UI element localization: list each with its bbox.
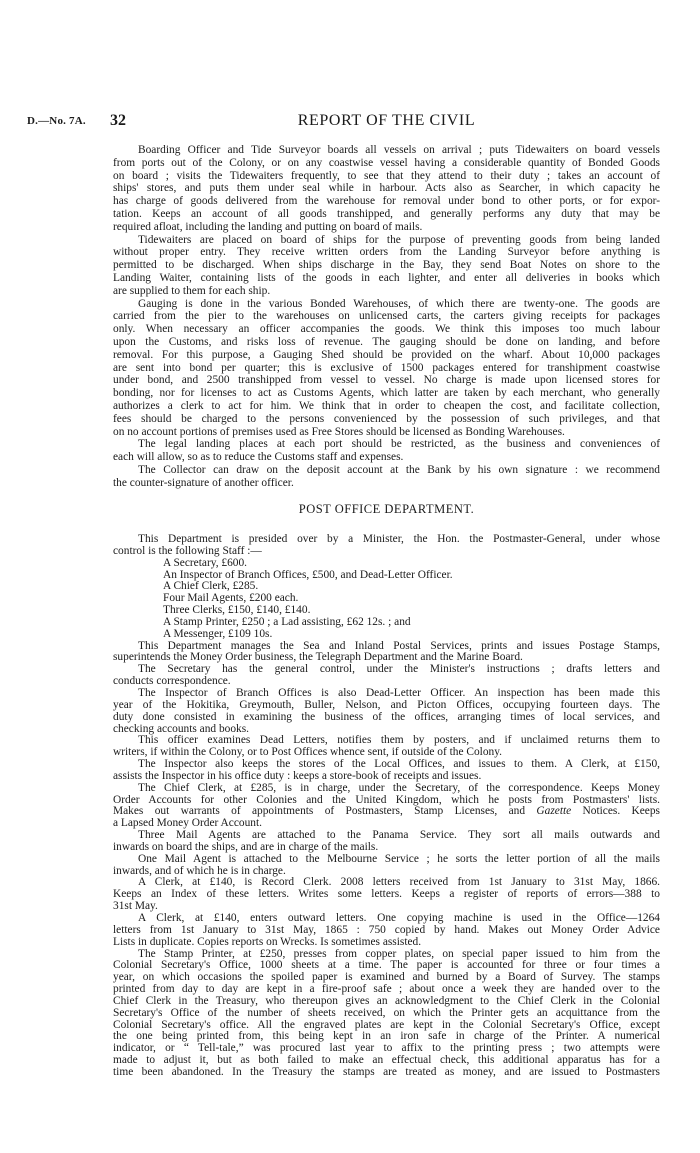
customs-section [113,144,660,490]
text-line: without proper entry. They receive written orders from the Landing Surveyor before anything is [113,246,660,259]
text-line: on board ; visits the Tidewaiters frequently, to see that they attend to their duty ; takes an account of [113,169,660,182]
paragraph [113,688,660,735]
text-line: The legal landing places at each port should be restricted, as the business and conveniences of [138,438,660,451]
list-item: Four Mail Agents, £200 each. [163,592,299,605]
text-line: each will allow, so as to reduce the Customs staff and expenses. [113,451,404,464]
text-line: Landing Waiter, containing lists of the goods in each lighter, and enter all deliveries in books which [113,271,660,284]
text-line: authorizes a clerk to act for him. We think that in order to cheapen the cost, and facilitate collection, [113,399,660,412]
paragraph [113,234,660,298]
page-number: 32 [110,112,126,129]
text-line: The Inspector also keeps the stores of the Local Offices, and issues to them. A Clerk, at £150, [138,758,660,771]
text-line: Three Mail Agents are attached to the Panama Service. They sort all mails outwards and [138,829,660,842]
paragraph [113,664,660,688]
paragraph [113,144,660,234]
text-line: Makes out warrants of appointments of Postmasters, Stamp Licenses, and Gazette Notices. Keeps [113,805,660,818]
paragraph [113,877,660,913]
text-line: has charge of goods delivered from the warehouse for removal under bond to other ports, or for expor- [113,195,660,208]
text-line: One Mail Agent is attached to the Melbourne Service ; he sorts the letter portion of all the mails [138,852,660,865]
list-item: An Inspector of Branch Offices, £500, and Dead-Letter Officer. [163,568,453,581]
text-line: superintends the Money Order business, the Telegraph Department and the Marine Board. [113,651,523,664]
text-line: year, on which occasions the spoiled paper is examined and burned by a Board of Survey. The stamps [113,971,660,984]
text-line: are supplied to them for each ship. [113,284,271,297]
text-line: A Clerk, at £140, is Record Clerk. 2008 letters received from 1st January to 31st May, 1866. [138,876,660,889]
paragraph [113,830,660,854]
text-line: from ports out of the Colony, or on any coastwise vessel having a considerable quantity of Bonded Goods [113,156,660,169]
text-line: writers, if within the Colony, or to Post Offices whence sent, if outside of the Colony. [113,746,503,759]
text-line: Colonial Secretary's Office, 1000 sheets at a time. The paper is accounted for three or four times a [113,959,660,972]
post-office-section [113,534,660,1079]
paragraph [113,438,660,464]
staff-list [113,558,660,641]
text-line: duty done consisted in examining the business of the offices, arranging times of local services, and [113,710,660,723]
text-line: year of the Hokitika, Greymouth, Buller, Nelson, and Picton Offices, occupying fourteen days. The [113,698,660,711]
text-line: The Chief Clerk, at £285, is in charge, under the Secretary, of the correspondence. Keeps Money [138,781,660,794]
text-line: printed from day to day are kept in a fire-proof safe ; about once a week they are handed over to the [113,983,660,996]
text-line: made to adjust it, but as both failed to make an effectual check, this additional apparatus has for a [113,1054,660,1067]
text-line: control is the following Staff :— [113,544,262,557]
text-line: under bond, and 2500 transhipped from vessel to vessel. No charge is made upon licensed stores for [113,374,660,387]
text-line: the counter-signature of another officer. [113,476,294,489]
text-line: time been abandoned. In the Treasury the stamps are treated as money, and are issued to Postmasters [113,1065,660,1078]
text-line: This Department manages the Sea and Inland Postal Services, prints and issues Postage Stamps, [138,639,660,652]
text-line: only. When necessary an officer accompanies the goods. We think this imposes too much labour [113,323,660,336]
text-line: bonding, nor for licenses to act as Customs Agents, which latter are taken by each merchant, who generally [113,387,660,400]
text-line: The Inspector of Branch Offices is also Dead-Letter Officer. An inspection has been made this [138,686,660,699]
paragraph [113,913,660,949]
text-line: carried from the pier to the warehouses on unlicensed carts, the carters giving receipts for packages [113,310,660,323]
text-line: This officer examines Dead Letters, notifies them by posters, and if unclaimed returns them to [138,734,660,747]
text-line: Keeps an Index of these letters. Writes some letters. Keeps a register of reports of errors—388 to [113,888,660,901]
paragraph [113,534,660,558]
text-line: tation. Keeps an account of all goods transhipped, and generally performs any duty that may be [113,207,660,220]
text-line: 31st May. [113,900,158,913]
paragraph [113,298,660,439]
text-line: Gauging is done in the various Bonded Warehouses, of which there are twenty-one. The goods are [138,297,660,310]
text-line: are sent into bond per quarter; this is exclusive of 1500 packages entered for transhipment coastwise [113,361,660,374]
text-line: fees should be charged to the persons convenienced by the possession of such privileges, and that [113,412,660,425]
document-reference: D.—No. 7A. [27,115,86,127]
paragraph [113,783,660,830]
text-line: Colonial Secretary's office. All the engraved plates are kept in the Colonial Secretary's Office, except [113,1018,660,1031]
list-item: A Secretary, £600. [163,556,248,569]
text-line: a Lapsed Money Order Account. [113,817,262,830]
page-title: REPORT OF THE CIVIL [297,112,476,129]
text-line: inwards, and of which he is in charge. [113,864,286,877]
section-heading: POST OFFICE DEPARTMENT. [298,502,475,516]
text-line: Boarding Officer and Tide Surveyor boards all vessels on arrival ; puts Tidewaiters on board vessels [138,144,660,156]
text-line: Chief Clerk in the Treasury, who thereupon gives an acknowledgment to the Chief Clerk in the Colonial [113,994,660,1007]
text-line: This Department is presided over by a Minister, the Hon. the Postmaster-General, under whose [138,533,660,545]
text-line: Secretary's Office of the number of sheets received, on which the Printer gets an acquittance from the [113,1006,660,1019]
text-line: Order Accounts for other Colonies and the United Kingdom, which he posts from Postmasters' lists. [113,793,660,806]
text-line: checking accounts and books. [113,722,250,735]
text-line: upon the Customs, and risks loss of revenue. The gauging should be done on landing, and before [113,335,660,348]
text-line: removal. For this purpose, a Gauging Shed should be provided on the wharf. About 10,000 packages [113,348,660,361]
text-line: inwards on board the ships, and are in charge of the mails. [113,840,379,853]
text-line: on no account portions of premises used as Free Stores should be licensed as Bonding Warehouses. [113,425,565,438]
paragraph [113,759,660,783]
text-line: Tidewaiters are placed on board of ships for the purpose of preventing goods from being landed [138,233,660,246]
paragraph [113,735,660,759]
text-line: The Stamp Printer, at £250, presses from copper plates, on special paper issued to him from the [138,947,660,960]
list-item: A Chief Clerk, £285. [163,580,259,593]
paragraph [113,854,660,878]
list-item: Three Clerks, £150, £140, £140. [163,604,311,617]
text-line: the one being printed from, this being kept in an iron safe in charge of the Printer. A numerical [113,1030,660,1043]
paragraph [113,949,660,1079]
text-line: A Clerk, at £140, enters outward letters. One copying machine is used in the Office—1264 [138,912,660,924]
text-line: indicator, or “ Tell-tale,” was procured last year to affix to the printing press ; two attempts were [113,1042,660,1055]
text-line: letters from 1st January to 31st May, 1865 : 750 copied by hand. Makes out Money Order Advice [113,923,660,936]
text-line: required afloat, including the landing and putting on board of mails. [113,220,423,233]
paragraph [113,464,660,490]
text-line: ships' stores, and puts them under seal while in harbour. Acts also as Searcher, in which capacity he [113,182,660,195]
text-line: The Collector can draw on the deposit account at the Bank by his own signature : we recommend [138,463,660,476]
list-item: A Messenger, £109 10s. [163,627,273,640]
text-line: permitted to be discharged. When ships discharge in the Bay, they send Boat Notes on shore to the [113,259,660,272]
text-line: Lists in duplicate. Copies reports on Wrecks. Is sometimes assisted. [113,935,422,948]
text-line: conducts correspondence. [113,675,231,688]
text-line: assists the Inspector in his office duty : keeps a store-book of receipts and issues. [113,769,482,782]
list-item: A Stamp Printer, £250 ; a Lad assisting, £62 12s. ; and [163,615,411,628]
text-line: The Secretary has the general control, under the Minister's instructions ; drafts letters and [138,663,660,676]
paragraph [113,641,660,665]
